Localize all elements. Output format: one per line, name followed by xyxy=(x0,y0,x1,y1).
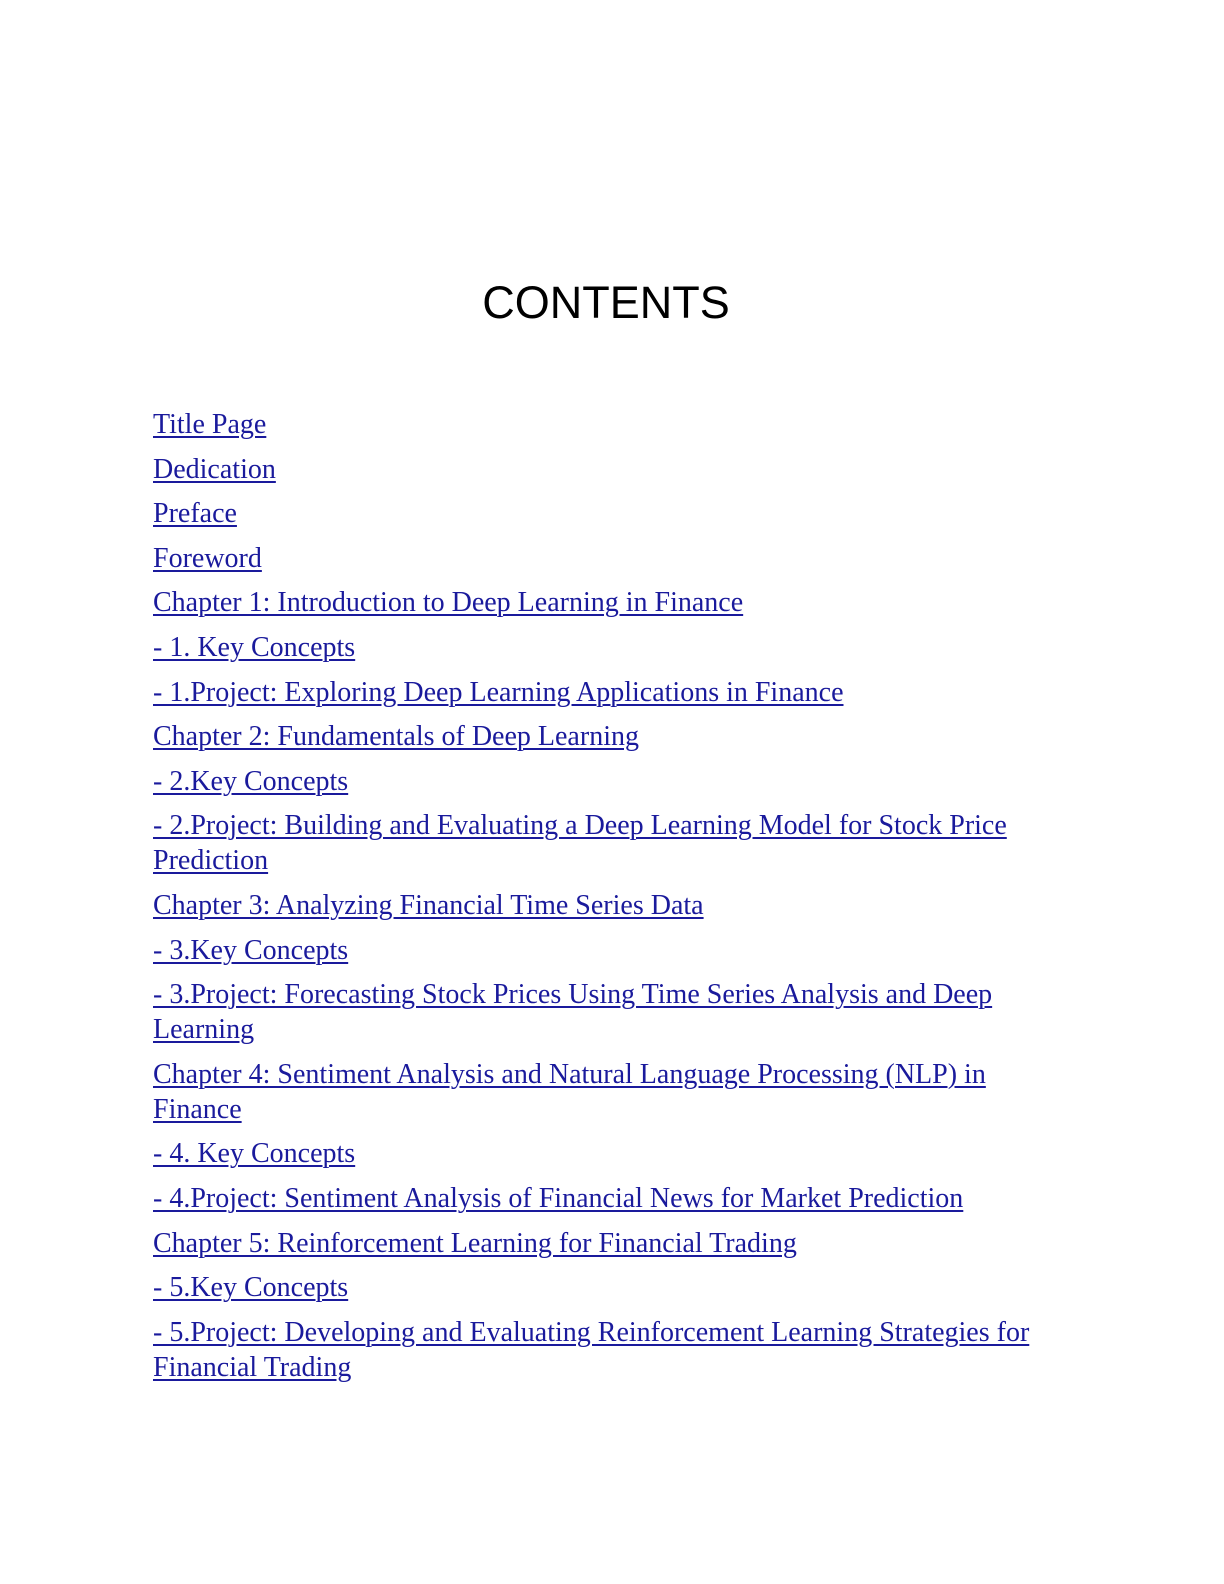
toc-item-ch1-project xyxy=(153,675,1073,710)
toc-item-ch3-key-concepts xyxy=(153,933,1073,968)
toc-item-chapter-5 xyxy=(153,1226,1073,1261)
toc-item-chapter-4 xyxy=(153,1057,1073,1127)
toc-item-ch4-project xyxy=(153,1181,1073,1216)
toc-item-foreword xyxy=(153,541,1073,576)
toc-link[interactable]: - 1. Key Concepts xyxy=(153,631,356,663)
toc-link[interactable]: - 2.Key Concepts xyxy=(153,765,349,797)
toc-link[interactable]: - 3.Key Concepts xyxy=(153,934,349,966)
toc-link[interactable]: - 2.Project: Building and Evaluating a Deep Learning Model for Stock Price Prediction xyxy=(153,810,1007,877)
toc-link[interactable]: Chapter 5: Reinforcement Learning for Financial Trading xyxy=(153,1227,797,1259)
toc-item-ch1-key-concepts xyxy=(153,630,1073,665)
toc-link[interactable]: - 5.Project: Developing and Evaluating Reinforcement Learning Strategies for Financial Trading xyxy=(153,1316,1030,1383)
toc-link[interactable]: Foreword xyxy=(153,542,262,574)
toc-link[interactable]: - 1.Project: Exploring Deep Learning Applications in Finance xyxy=(153,676,844,708)
toc-link[interactable]: Chapter 3: Analyzing Financial Time Series Data xyxy=(153,889,704,921)
toc-item-ch5-project xyxy=(153,1315,1073,1385)
toc-link[interactable]: Dedication xyxy=(153,453,276,485)
toc-link[interactable]: Chapter 4: Sentiment Analysis and Natural Language Processing (NLP) in Finance xyxy=(153,1058,986,1125)
toc-link[interactable]: - 4. Key Concepts xyxy=(153,1138,356,1170)
toc-link[interactable]: Title Page xyxy=(153,409,267,440)
toc-item-chapter-3 xyxy=(153,888,1073,923)
toc-link[interactable]: Chapter 1: Introduction to Deep Learning in Finance xyxy=(153,587,744,619)
toc-item-chapter-2 xyxy=(153,719,1073,754)
toc-item-ch3-project xyxy=(153,977,1073,1047)
toc-link[interactable]: Preface xyxy=(153,498,237,530)
toc-item-dedication xyxy=(153,452,1073,487)
toc-item-title-page xyxy=(153,407,1073,442)
toc-link[interactable]: Chapter 2: Fundamentals of Deep Learning xyxy=(153,721,639,753)
toc-link[interactable]: - 3.Project: Forecasting Stock Prices Using Time Series Analysis and Deep Learning xyxy=(153,979,993,1046)
toc-item-preface xyxy=(153,496,1073,531)
toc-item-ch5-key-concepts xyxy=(153,1270,1073,1305)
page-title: CONTENTS xyxy=(482,277,730,328)
toc-item-ch2-project xyxy=(153,808,1073,878)
toc-item-ch4-key-concepts xyxy=(153,1136,1073,1171)
toc-item-chapter-1 xyxy=(153,585,1073,620)
table-of-contents xyxy=(153,407,1073,1394)
toc-link[interactable]: - 5.Key Concepts xyxy=(153,1272,349,1304)
toc-item-ch2-key-concepts xyxy=(153,764,1073,799)
toc-link[interactable]: - 4.Project: Sentiment Analysis of Financial News for Market Prediction xyxy=(153,1182,964,1214)
